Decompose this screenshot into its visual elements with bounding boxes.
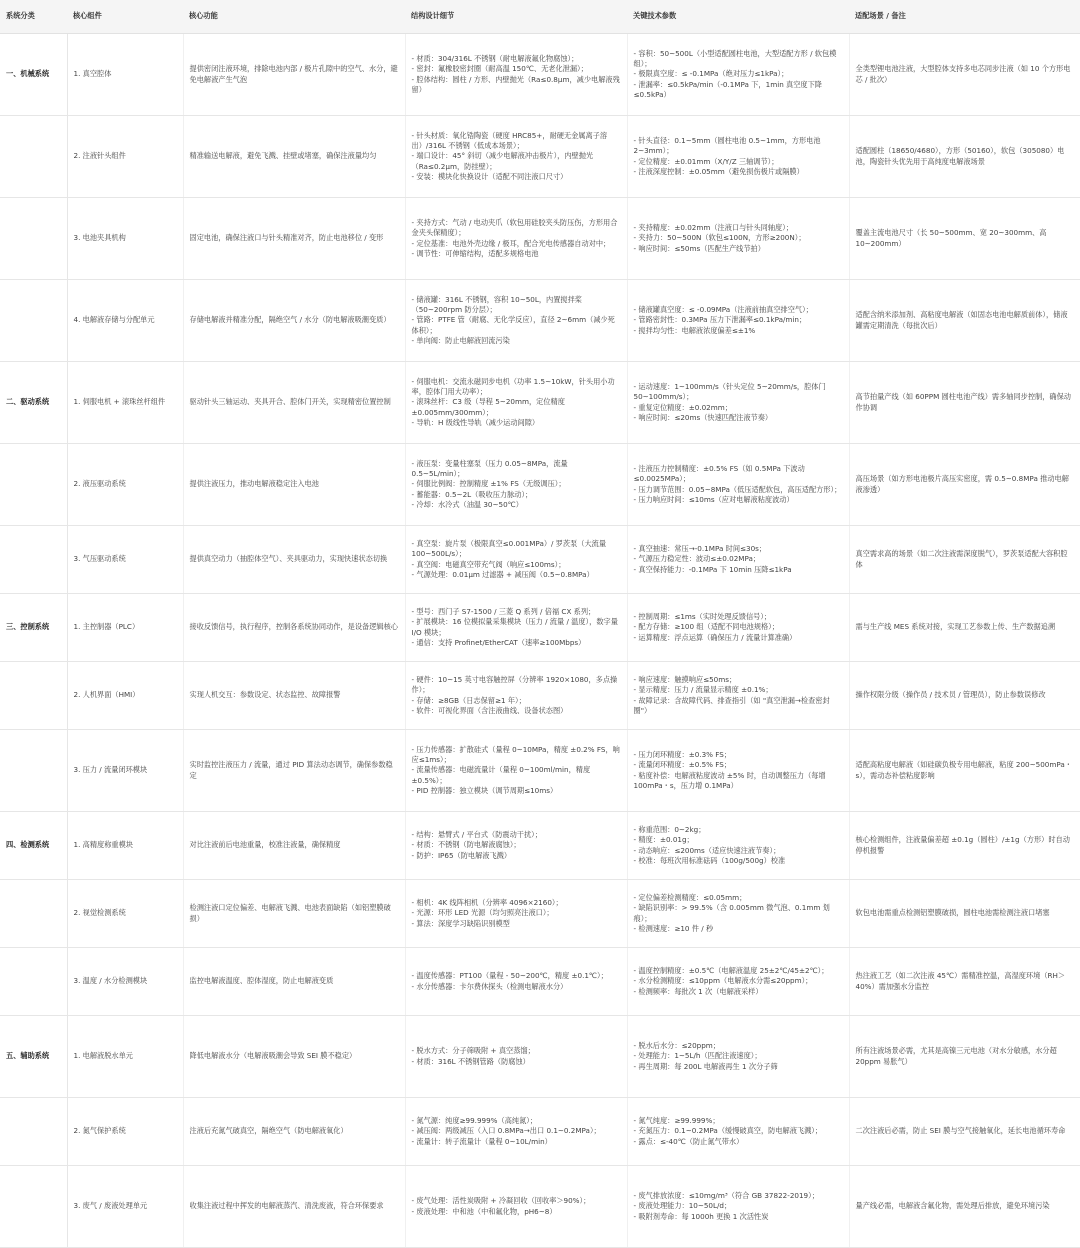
component-cell: 3. 废气 / 废液处理单元 [67,1166,183,1248]
design-cell [405,880,627,948]
component-cell: 2. 人机界面（HMI） [67,662,183,730]
table-row [0,730,1080,812]
component-cell: 3. 气压驱动系统 [67,526,183,594]
table-row [0,662,1080,730]
component-cell: 2. 视觉检测系统 [67,880,183,948]
function-cell: 对比注液前后电池重量，校准注液量，确保精度 [183,812,405,880]
params-cell [627,280,849,362]
param-line: - 极限真空度：≤ -0.1MPa（绝对压力≤1kPa）； [633,69,789,79]
design-line: - 伺服比例阀：控制精度 ±1% FS（无级调压）； [411,479,566,489]
header-component: 核心组件 [67,0,183,34]
note-cell: 量产线必需，电解液含氟化物，需处理后排放，避免环境污染 [849,1166,1080,1248]
system-cell [0,662,67,730]
param-line: - 响应时间：≤50ms（匹配生产线节拍） [633,243,765,253]
note-cell: 高节拍量产线（如 60PPM 圆柱电池产线）需多轴同步控制，确保动作协调 [849,362,1080,444]
function-cell: 提供真空动力（抽腔体空气）、夹具驱动力，实现快速状态切换 [183,526,405,594]
param-line: - 再生周期：每 200L 电解液再生 1 次分子筛 [633,1061,778,1071]
component-cell: 2. 注液针头组件 [67,116,183,198]
params-cell [627,1016,849,1098]
system-cell: 二、驱动系统 [0,362,67,444]
table-row [0,948,1080,1016]
function-cell: 监控电解液温度、腔体湿度，防止电解液变质 [183,948,405,1016]
design-cell [405,1098,627,1166]
design-line: - 相机：4K 线阵相机（分辨率 4096×2160）； [411,898,563,908]
function-cell: 驱动针头三轴运动、夹具开合、腔体门开关，实现精密位置控制 [183,362,405,444]
component-cell: 2. 液压驱动系统 [67,444,183,526]
param-line: - 吸附剂寿命：每 1000h 更换 1 次活性炭 [633,1211,769,1221]
function-cell: 提供密闭注液环境，排除电池内部 / 极片孔隙中的空气、水分，避免电解液产生气泡 [183,34,405,116]
function-cell: 检测注液口定位偏差、电解液飞溅、电池表面缺陷（如铝塑膜破损） [183,880,405,948]
note-cell: 全类型锂电池注液，大型腔体支持多电芯同步注液（如 10 个方形电芯 / 批次） [849,34,1080,116]
params-cell [627,948,849,1016]
system-cell [0,1166,67,1248]
param-line: - 检测频率：每批次 1 次（电解液采样） [633,986,763,996]
note-cell: 所有注液场景必需，尤其是高镍三元电池（对水分敏感，水分超 20ppm 易胀气） [849,1016,1080,1098]
table-row [0,1016,1080,1098]
system-cell [0,526,67,594]
note-cell: 核心检测组件，注液量偏差超 ±0.1g（圆柱）/±1g（方形）时自动停机报警 [849,812,1080,880]
table-row [0,526,1080,594]
design-cell [405,1166,627,1248]
design-line: - 硬件：10~15 英寸电容触控屏（分辨率 1920×1080，多点操作）； [411,675,618,695]
note-cell: 热注液工艺（如二次注液 45℃）需精准控温，高湿度环境（RH＞40%）需加强水分监控 [849,948,1080,1016]
design-line: - 材质：不锈钢（防电解液腐蚀）； [411,840,521,850]
params-cell [627,34,849,116]
table-row [0,198,1080,280]
design-line: - 扩展模块：16 位模拟量采集模块（压力 / 流量 / 温度），数字量 I/O 模块； [411,617,618,637]
params-cell [627,662,849,730]
note-cell: 适配含纳米添加剂、高粘度电解液（如固态电池电解质前体），储液罐需定期清洗（每批次后） [849,280,1080,362]
design-cell [405,116,627,198]
design-line: - 流量计：转子流量计（量程 0~10L/min） [411,1136,552,1146]
param-line: - 注液压力控制精度：±0.5% FS（如 0.5MPa 下波动≤0.0025MPa）； [633,464,805,484]
param-line: - 温度控制精度：±0.5℃（电解液温度 25±2℃/45±2℃）； [633,966,829,976]
function-cell: 降低电解液水分（电解液吸潮会导致 SEI 膜不稳定） [183,1016,405,1098]
design-cell [405,594,627,662]
design-line: - 管路：PTFE 管（耐腐、无化学反应），直径 2~6mm（减少死体积）； [411,315,615,335]
table-row [0,362,1080,444]
design-line: - 导轨：H 级线性导轨（减少运动间隙） [411,417,540,427]
system-cell [0,948,67,1016]
design-cell [405,1016,627,1098]
param-line: - 夹持精度：±0.02mm（注液口与针头同轴度）； [633,223,793,233]
component-cell: 1. 伺服电机 + 滚珠丝杆组件 [67,362,183,444]
design-line: - 储液罐：316L 不锈钢，容积 10~50L，内置搅拌桨（50~200rpm 防分层）； [411,294,582,315]
param-line: - 配方存储：≥100 组（适配不同电池规格）； [633,622,779,632]
param-line: - 露点：≤-40℃（防止氮气带水） [633,1136,744,1146]
param-line: - 故障记录：含故障代码、排查指引（如 "真空泄漏→检查密封圈"） [633,695,830,715]
table-row [0,812,1080,880]
param-line: - 废气排放浓度：≤10mg/m³（符合 GB 37822-2019）； [633,1191,819,1201]
component-cell: 2. 氮气保护系统 [67,1098,183,1166]
table-row [0,444,1080,526]
design-cell [405,812,627,880]
design-line: - 软件：可视化界面（含注液曲线、设备状态图） [411,705,568,715]
note-cell: 操作权限分级（操作员 / 技术员 / 管理员），防止参数误修改 [849,662,1080,730]
param-line: - 运动速度：1~100mm/s（针头定位 5~20mm/s，腔体门 50~100mm/s）； [633,382,826,402]
design-line: - 冷却：水冷式（油温 30~50℃） [411,499,523,509]
note-cell: 高压场景（如方形电池极片高压实密度，需 0.5~0.8MPa 推动电解液渗透） [849,444,1080,526]
param-line: - 压力闭环精度：±0.3% FS； [633,750,732,760]
function-cell: 精准输送电解液，避免飞溅、挂壁或堵塞，确保注液量均匀 [183,116,405,198]
design-line: - 废气处理：活性炭吸附 + 冷凝回收（回收率＞90%）； [411,1196,591,1206]
param-line: - 管路密封性：0.3MPa 压力下泄漏率≤0.1kPa/min； [633,315,807,325]
param-line: - 压力调节范围：0.05~8MPa（低压适配软包，高压适配方形）； [633,484,842,494]
design-line: - 夹持方式：气动 / 电动夹爪（软包用硅胶夹头防压伤，方形用合金夹头保精度）； [411,218,618,238]
design-line: - 光源：环形 LED 光源（均匀照亮注液口）； [411,908,554,918]
system-cell: 三、控制系统 [0,594,67,662]
component-cell: 3. 压力 / 流量闭环模块 [67,730,183,812]
system-cell [0,198,67,280]
component-cell: 3. 电池夹具机构 [67,198,183,280]
design-line: - 防护：IP65（防电解液飞溅） [411,850,512,860]
header-function: 核心功能 [183,0,405,34]
design-line: - 结构：悬臂式 / 平台式（防震动干扰）； [411,830,542,840]
param-line: - 缺陷识别率：> 99.5%（含 0.005mm 微气泡、0.1mm 划痕）； [633,903,830,923]
design-line: - 减压阀：两级减压（入口 0.8MPa→出口 0.1~0.2MPa）； [411,1126,601,1136]
param-line: - 处理能力：1~5L/h（匹配注液速度）； [633,1051,762,1061]
table-row [0,116,1080,198]
component-cell: 3. 温度 / 水分检测模块 [67,948,183,1016]
param-line: - 流量闭环精度：±0.5% FS； [633,760,732,770]
header-system: 系统分类 [0,0,67,34]
params-cell [627,444,849,526]
params-cell [627,1166,849,1248]
param-line: - 响应速度：触摸响应≤50ms； [633,675,737,685]
note-cell: 二次注液后必需，防止 SEI 膜与空气接触氧化，延长电池循环寿命 [849,1098,1080,1166]
component-cell: 4. 电解液存储与分配单元 [67,280,183,362]
params-cell [627,362,849,444]
function-cell: 收集注液过程中挥发的电解液蒸汽、清洗废液，符合环保要求 [183,1166,405,1248]
param-line: - 容积：50~500L（小型适配圆柱电池，大型适配方形 / 软包模组）； [633,48,837,69]
table-row [0,1166,1080,1248]
function-cell: 注液后充氮气破真空，隔绝空气（防电解液氧化） [183,1098,405,1166]
param-line: - 泄漏率：≤0.5kPa/min（-0.1MPa 下，1min 真空度下降≤0.5kPa） [633,79,822,99]
function-cell: 实现人机交互：参数设定、状态监控、故障报警 [183,662,405,730]
param-line: - 搅拌均匀性：电解液浓度偏差≤±1% [633,325,756,335]
param-line: - 真空抽速：常压→-0.1MPa 时间≤30s； [633,544,767,554]
component-cell: 1. 主控制器（PLC） [67,594,183,662]
param-line: - 充氮压力：0.1~0.2MPa（缓慢破真空，防电解液飞溅）； [633,1126,823,1136]
param-line: - 校准：每班次用标准砝码（100g/500g）校准 [633,855,786,865]
design-line: - 废液处理：中和池（中和氟化物，pH6~8） [411,1206,557,1216]
note-cell: 适配圆柱（18650/4680），方形（50160），软包（305080）电池，陶瓷针头优先用于高纯度电解液场景 [849,116,1080,198]
table-row [0,1098,1080,1166]
design-cell [405,730,627,812]
param-line: - 脱水后水分：≤20ppm； [633,1041,720,1051]
component-cell: 1. 真空腔体 [67,34,183,116]
design-line: - 调节性：可伸缩结构，适配多规格电池 [411,248,539,258]
design-line: - 安装：模块化快换设计（适配不同注液口尺寸） [411,171,568,181]
table-header-row [0,0,1080,34]
param-line: - 储液罐真空度：≤ -0.09MPa（注液前抽真空排空气）； [633,305,813,315]
design-cell [405,662,627,730]
params-cell [627,1098,849,1166]
params-cell [627,594,849,662]
design-line: - PID 控制器：独立模块（调节周期≤10ms） [411,785,558,795]
design-cell [405,444,627,526]
note-cell: 软包电池需重点检测铝塑膜破损，圆柱电池需检测注液口堵塞 [849,880,1080,948]
param-line: - 水分检测精度：≤10ppm（电解液水分需≤20ppm）； [633,976,813,986]
params-cell [627,198,849,280]
design-cell [405,948,627,1016]
design-line: - 水分传感器：卡尔费休探头（检测电解液水分） [411,981,568,991]
design-cell [405,198,627,280]
param-line: - 检测速度：≥10 件 / 秒 [633,923,714,933]
param-line: - 氮气纯度：≥99.999%； [633,1116,720,1126]
design-line: - 真空泵：旋片泵（极限真空≤0.001MPa）/ 罗茨泵（大流量 100~500L/s）； [411,539,607,559]
system-cell: 四、检测系统 [0,812,67,880]
param-line: - 气源压力稳定性：波动≤±0.02MPa； [633,554,761,564]
function-cell: 实时监控注液压力 / 流量，通过 PID 算法动态调节，确保参数稳定 [183,730,405,812]
header-params: 关键技术参数 [627,0,849,34]
design-cell [405,280,627,362]
param-line: - 粘度补偿：电解液粘度波动 ±5% 时，自动调整压力（每增 100mPa・s，压力增 0.1MPa） [633,770,826,790]
system-cell: 五、辅助系统 [0,1016,67,1098]
param-line: - 压力响应时间：≤10ms（应对电解液粘度波动） [633,494,794,504]
table-body [0,34,1080,1248]
system-cell [0,880,67,948]
system-cell [0,280,67,362]
param-line: - 定位精度：±0.01mm（X/Y/Z 三轴调节）； [633,156,779,166]
function-cell: 固定电池，确保注液口与针头精准对齐，防止电池移位 / 变形 [183,198,405,280]
param-line: - 称重范围：0~2kg； [633,825,706,835]
design-line: - 材质：304/316L 不锈钢（耐电解液氟化物腐蚀）； [411,54,579,64]
param-line: - 精度：±0.01g； [633,835,694,845]
table-row [0,880,1080,948]
params-cell [627,812,849,880]
system-cell [0,116,67,198]
design-line: - 流量传感器：电磁流量计（量程 0~100ml/min，精度 ±0.5%）； [411,765,591,785]
component-cell: 1. 高精度称重模块 [67,812,183,880]
design-line: - 气源处理：0.01μm 过滤器 + 减压阀（0.5~0.8MPa） [411,569,594,579]
param-line: - 重复定位精度：±0.02mm； [633,402,732,412]
design-line: - 材质：316L 不锈钢管路（防腐蚀） [411,1056,530,1066]
design-line: - 存储：≥8GB（日志保留≥1 年）； [411,695,526,705]
param-line: - 动态响应：≤200ms（适应快速注液节奏）； [633,845,781,855]
design-line: - 温度传感器：PT100（量程 - 50~200℃，精度 ±0.1℃）； [411,971,608,981]
design-line: - 通信：支持 Profinet/EtherCAT（速率≥100Mbps） [411,637,586,647]
params-cell [627,730,849,812]
design-line: - 腔体结构：圆柱 / 方形、内壁抛光（Ra≤0.8μm，减少电解液残留） [411,74,620,94]
params-cell [627,880,849,948]
design-line: - 单向阀：防止电解液回流污染 [411,335,510,345]
design-cell [405,34,627,116]
table-row [0,34,1080,116]
table-row [0,594,1080,662]
note-cell: 真空需求高的场景（如二次注液需深度脱气），罗茨泵适配大容积腔体 [849,526,1080,594]
note-cell: 适配高粘度电解液（如硅碳负极专用电解液，粘度 200~500mPa・s），需动态补偿粘度影响 [849,730,1080,812]
design-line: - 定位基准：电池外壳边缘 / 极耳，配合光电传感器自动对中； [411,238,611,248]
param-line: - 响应时间：≤20ms（快速匹配注液节奏） [633,412,773,422]
function-cell: 接收反馈信号，执行程序，控制各系统协同动作，是设备逻辑核心 [183,594,405,662]
header-note: 适配场景 / 备注 [849,0,1080,34]
params-cell [627,526,849,594]
design-line: - 氮气源：纯度≥99.999%（高纯氮）； [411,1116,538,1126]
param-line: - 废液处理能力：10~50L/d； [633,1201,732,1211]
design-cell [405,526,627,594]
param-line: - 定位偏差检测精度：≤0.05mm； [633,893,747,903]
system-cell [0,444,67,526]
design-line: - 滚珠丝杆：C3 级（导程 5~20mm，定位精度±0.005mm/300mm）； [411,397,565,417]
param-line: - 真空保持能力：-0.1MPa 下 10min 压降≤1kPa [633,564,792,574]
design-line: - 压力传感器：扩散硅式（量程 0~10MPa，精度 ±0.2% FS，响应≤1ms）； [411,744,620,765]
table-row [0,280,1080,362]
design-line: - 算法：深度学习缺陷识别模型 [411,918,510,928]
system-cell [0,730,67,812]
param-line: - 注液深度控制：±0.05mm（避免损伤极片或隔膜） [633,166,804,176]
system-cell [0,1098,67,1166]
system-cell: 一、机械系统 [0,34,67,116]
param-line: - 夹持力：50~500N（软包≤100N，方形≥200N）； [633,233,806,243]
param-line: - 运算精度：浮点运算（确保压力 / 流量计算准确） [633,632,797,642]
design-line: - 液压泵：变量柱塞泵（压力 0.05~8MPa，流量 0.5~5L/min）； [411,458,568,479]
function-cell: 提供注液压力，推动电解液稳定注入电池 [183,444,405,526]
param-line: - 针头直径：0.1~5mm（圆柱电池 0.5~1mm，方形电池 2~3mm）； [633,136,821,156]
params-cell [627,116,849,198]
param-line: - 显示精度：压力 / 流量显示精度 ±0.1%； [633,685,773,695]
design-line: - 脱水方式：分子筛吸附 + 真空蒸馏； [411,1046,535,1056]
design-line: - 真空阀：电磁真空带充气阀（响应≤100ms）； [411,559,566,569]
param-line: - 控制周期：≤1ms（实时处理反馈信号）； [633,612,772,622]
design-cell [405,362,627,444]
note-cell: 需与生产线 MES 系统对接，实现工艺参数上传、生产数据追溯 [849,594,1080,662]
design-line: - 针头材质：氧化锆陶瓷（硬度 HRC85+，耐硬无金属离子溶出）/316L 不锈钢（低成本场景）； [411,130,608,151]
note-cell: 覆盖主流电池尺寸（长 50~500mm、宽 20~300mm、高 10~200mm） [849,198,1080,280]
design-line: - 密封：氟橡胶密封圈（耐高温 150℃、无老化泄漏）； [411,64,588,74]
component-cell: 1. 电解液脱水单元 [67,1016,183,1098]
header-design: 结构设计细节 [405,0,627,34]
design-line: - 端口设计：45° 斜切（减少电解液冲击极片），内壁抛光（Ra≤0.2μm，防挂壁）； [411,151,594,171]
design-line: - 型号：西门子 S7-1500 / 三菱 Q 系列 / 倍福 CX 系列； [411,607,596,617]
design-line: - 蓄能器：0.5~2L（吸收压力脉动）； [411,489,533,499]
function-cell: 存储电解液并精准分配，隔绝空气 / 水分（防电解液吸潮变质） [183,280,405,362]
design-line: - 伺服电机：交流永磁同步电机（功率 1.5~10kW，针头用小功率，腔体门用大功率）； [411,376,615,397]
